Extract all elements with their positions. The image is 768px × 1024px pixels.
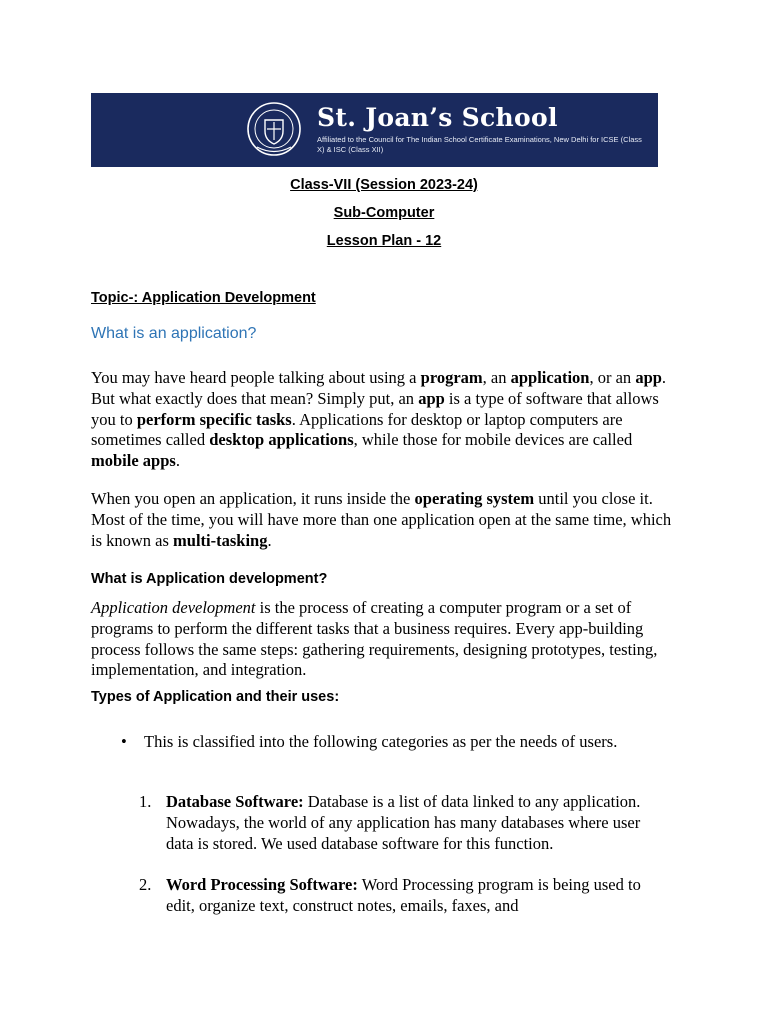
- paragraph-application-definition: You may have heard people talking about using a program, an application, or an app. But what exactly does that mean? Simply put, an app is a type of software that allows you to perform specific tasks. Applications for desktop or laptop computers are sometimes called desktop applications, while those for mobile devices are called mobile apps.: [91, 368, 667, 471]
- paragraph-multitasking: When you open an application, it runs inside the operating system until you close it. Most of the time, you will have more than one application open at the same time, which is known as multi-tasking.: [91, 489, 672, 550]
- topic-heading: Topic-: Application Development: [91, 290, 316, 306]
- affiliation-text: Affiliated to the Council for The Indian School Certificate Examinations, New Delhi for ICSE (Class X) & ISC (Class XII): [317, 135, 642, 154]
- section-heading-types-of-application: Types of Application and their uses:: [91, 689, 340, 705]
- lesson-plan-title: Lesson Plan - 12: [326, 233, 442, 249]
- numbered-item-word-processing-software: 2. Word Processing Software: Word Processing program is being used to edit, organize text, construct notes, emails, faxes, and: [139, 875, 641, 915]
- numbered-item-database-software: 1. Database Software: Database is a list of data linked to any application. Nowadays, the world of any application has many databases where user data is stored. We used database software for this function.: [139, 792, 641, 853]
- bullet-list-item: • This is classified into the following categories as per the needs of users.: [121, 732, 618, 751]
- school-banner: [91, 93, 658, 167]
- paragraph-application-development: Application development is the process of creating a computer program or a set of programs to perform the different tasks that a business requires. Every app-building process follows the same steps: gathering requirements, designing prototypes, testing, implementation, and integration.: [91, 598, 658, 680]
- section-heading-application-development: What is Application development?: [91, 571, 328, 587]
- bullet-marker: •: [121, 732, 127, 751]
- school-name: St. Joan’s School: [317, 103, 558, 132]
- subject-title: Sub-Computer: [333, 205, 435, 221]
- school-crest-logo-icon: [245, 100, 303, 158]
- section-heading-what-is-application: What is an application?: [91, 325, 257, 342]
- class-session-title: Class-VII (Session 2023-24): [290, 177, 478, 193]
